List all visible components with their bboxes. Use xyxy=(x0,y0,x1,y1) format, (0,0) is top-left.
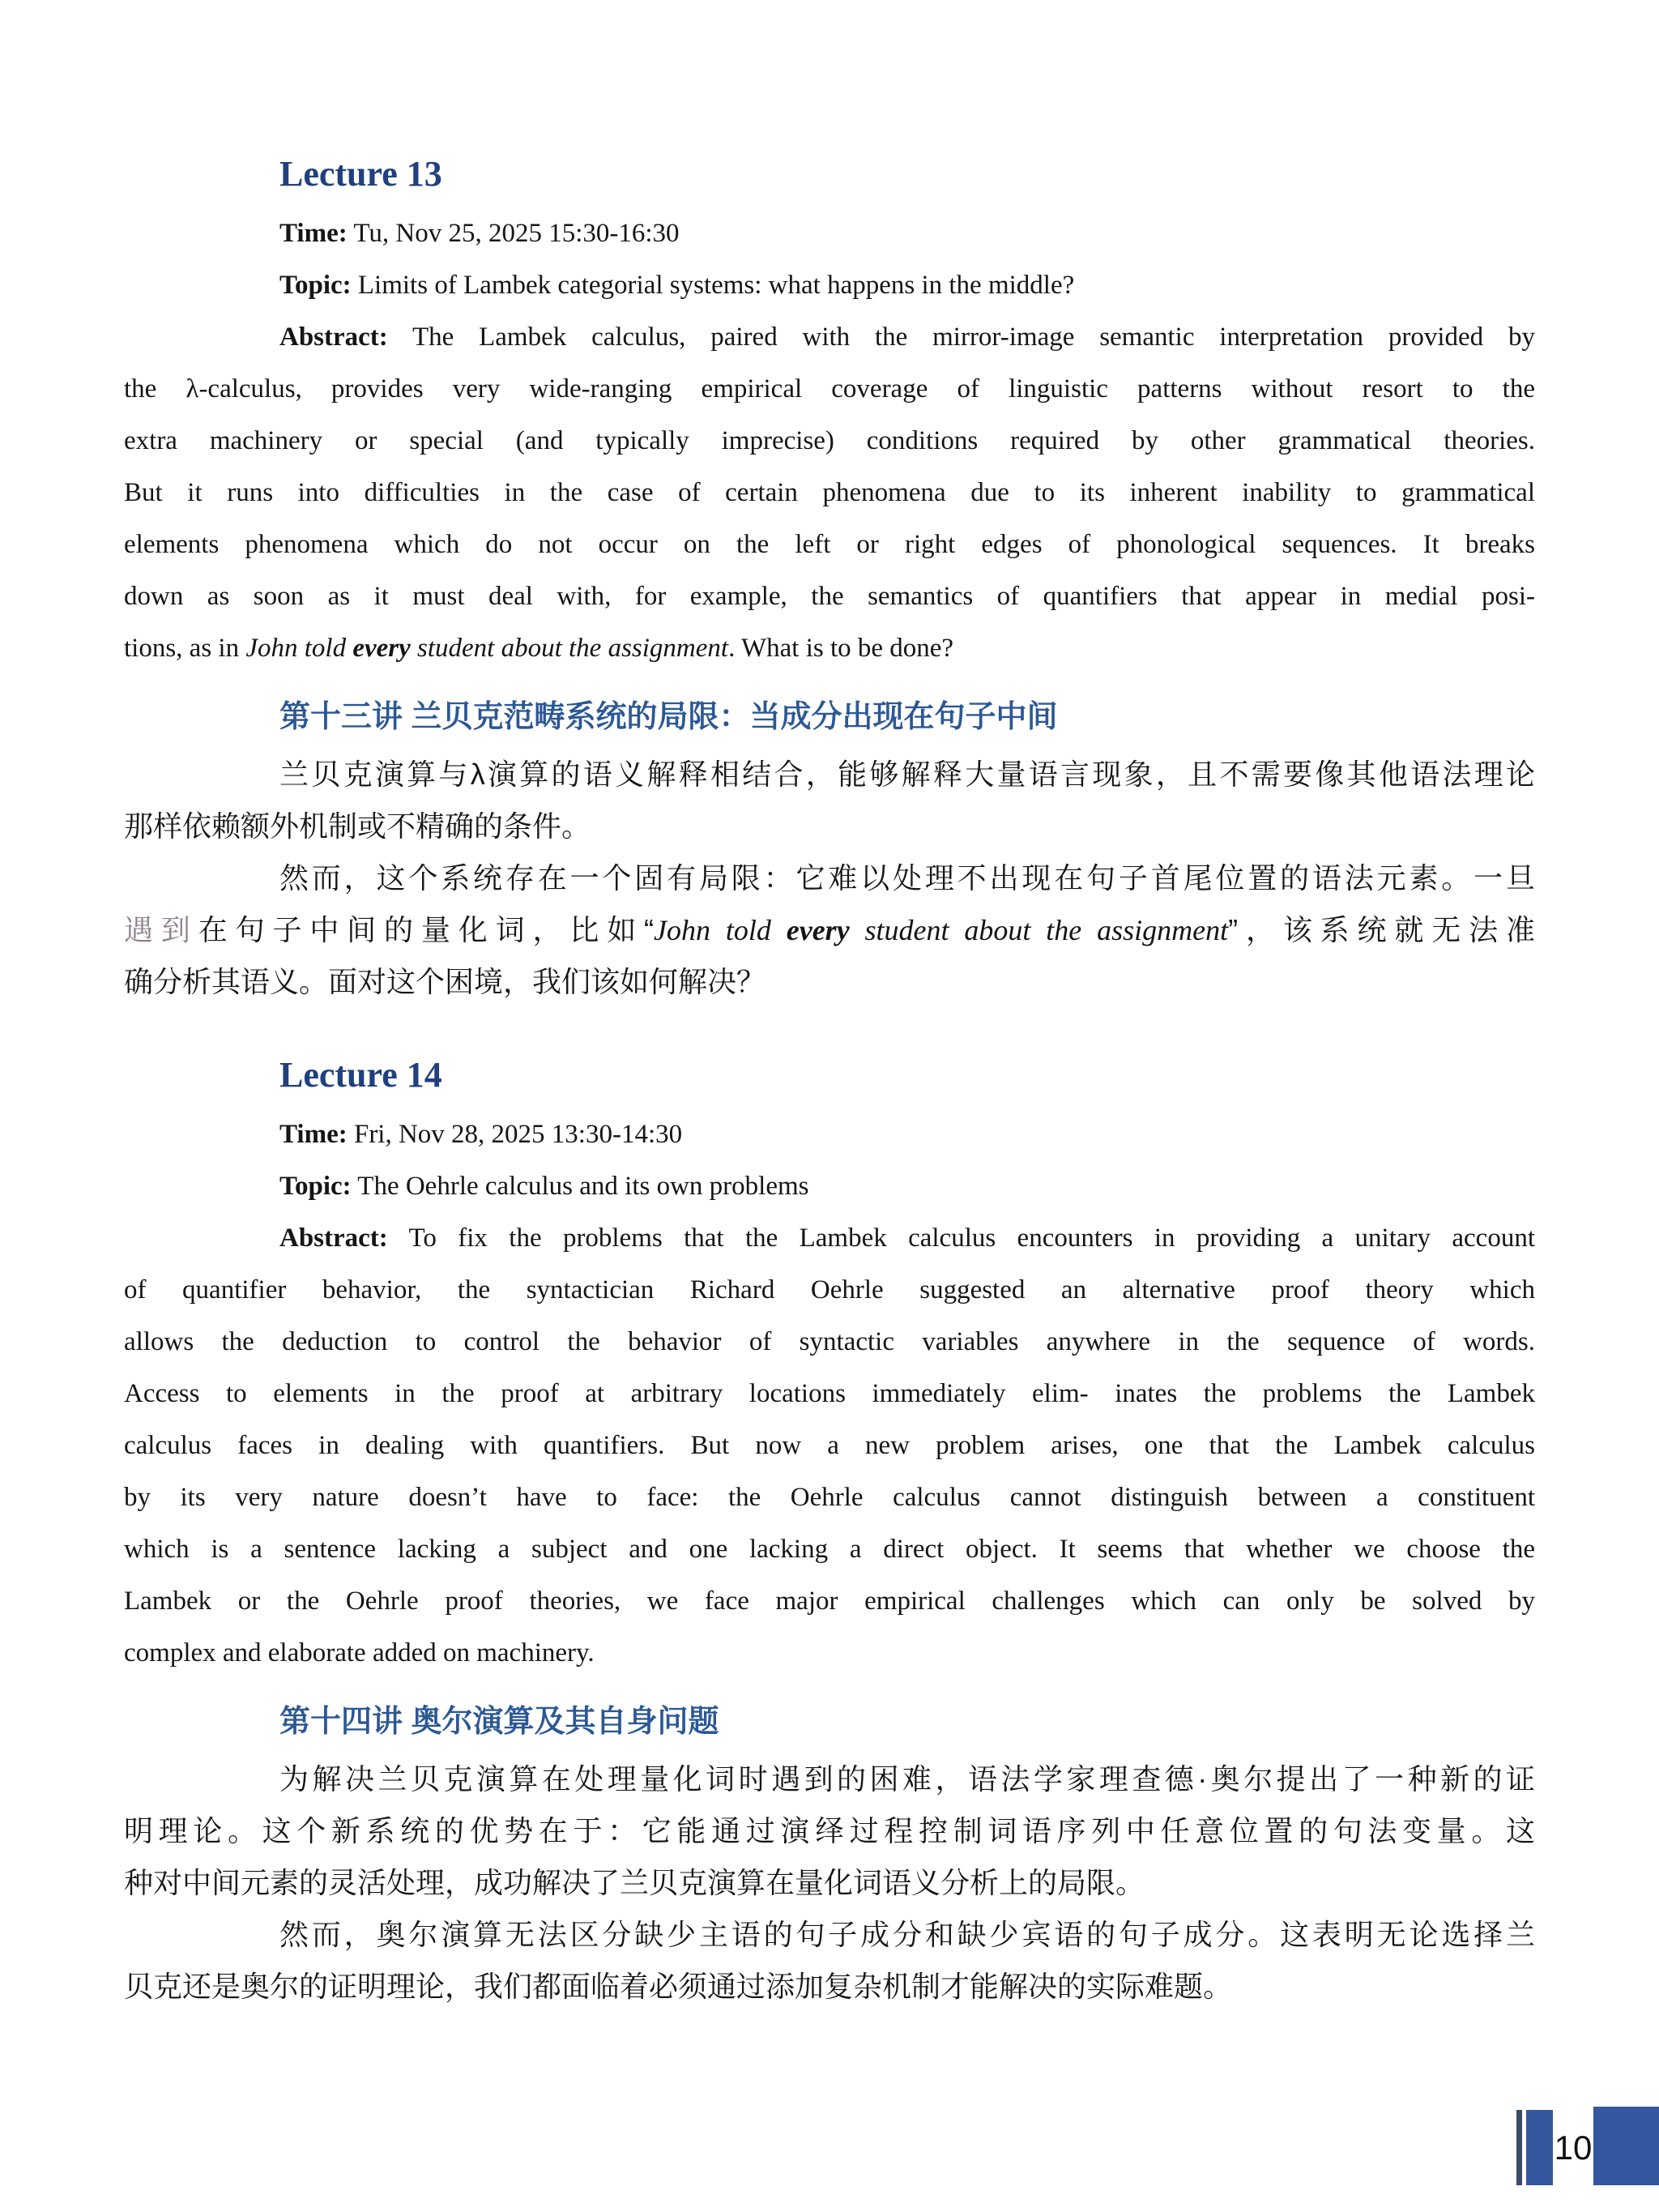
lecture13-time-row xyxy=(124,207,1535,259)
lecture14-abstract-last-line: complex and elaborate added on machinery. xyxy=(124,1638,595,1668)
lecture14-abstract-line: which is a sentence lacking a subject and one lacking a direct object. It seems that whether we choose the xyxy=(124,1535,1535,1564)
lecture14-cn-line: 种对中间元素的灵活处理，成功解决了兰贝克演算在量化词语义分析上的局限。 xyxy=(124,1866,1145,1899)
footer-block xyxy=(1593,2107,1659,2185)
topic-label: Topic: xyxy=(279,271,352,300)
lecture13-abstract-line: extra machinery or special (and typically imprecise) conditions required by other grammatical theories. xyxy=(124,426,1535,455)
abstract-label: Abstract: xyxy=(279,322,388,352)
time-value: Tu, Nov 25, 2025 15:30-16:30 xyxy=(347,219,680,248)
lecture14-abstract-line: allows the deduction to control the behavior of syntactic variables anywhere in the sequence of words. xyxy=(124,1327,1535,1356)
example-sentence-emphasis: every xyxy=(352,634,411,663)
example-sentence-italic: John told xyxy=(245,634,353,663)
topic-label: Topic: xyxy=(279,1172,352,1201)
time-label: Time: xyxy=(279,1120,348,1149)
lecture14-cn-line: 明理论。这个新系统的优势在于：它能通过演绎过程控制词语序列中任意位置的句法变量。这 xyxy=(124,1814,1535,1847)
lecture14-section xyxy=(124,1055,1535,2013)
lecture13-topic-row xyxy=(124,259,1535,311)
lecture13-abstract-line xyxy=(124,311,1535,363)
time-value: Fri, Nov 28, 2025 13:30-14:30 xyxy=(347,1120,683,1149)
lecture14-cn-line: 然而，奥尔演算无法区分缺少主语的句子成分和缺少宾语的句子成分。这表明无论选择兰 xyxy=(279,1918,1535,1951)
abstract-text: To fix the problems that the Lambek calculus encounters in providing a unitary account xyxy=(387,1223,1535,1253)
example-sentence-emphasis: every xyxy=(786,914,850,946)
abstract-text: . What is to be done? xyxy=(728,634,954,663)
lecture13-cn-line: 然而，这个系统存在一个固有局限：它难以处理不出现在句子首尾位置的语法元素。一旦 xyxy=(279,861,1535,895)
lecture14-cn-line: 贝克还是奥尔的证明理论，我们都面临着必须通过添加复杂机制才能解决的实际难题。 xyxy=(124,1970,1233,2003)
topic-value: Limits of Lambek categorial systems: what happens in the middle? xyxy=(351,271,1075,300)
lecture14-topic-row xyxy=(124,1160,1535,1212)
lecture13-abstract-last-line xyxy=(124,622,1535,674)
lecture13-cn-line xyxy=(124,904,1535,956)
lecture13-abstract-line: elements phenomena which do not occur on the left or right edges of phonological sequences. It breaks xyxy=(124,530,1535,559)
footer-thick-bar xyxy=(1526,2110,1553,2185)
time-label: Time: xyxy=(279,219,348,248)
topic-value: The Oehrle calculus and its own problems xyxy=(351,1172,809,1201)
lecture14-heading: Lecture 14 xyxy=(279,1055,442,1095)
lecture14-cn-line: 为解决兰贝克演算在处理量化词时遇到的困难，语法学家理查德·奥尔提出了一种新的证 xyxy=(279,1762,1535,1796)
lecture13-section xyxy=(124,154,1535,1008)
lecture14-time-row xyxy=(124,1108,1535,1160)
lecture13-abstract-line: the λ-calculus, provides very wide-ranging empirical coverage of linguistic patterns without resort to the xyxy=(124,374,1535,404)
lecture13-cn-line: 确分析其语义。面对这个困境，我们该如何解决？ xyxy=(124,965,766,998)
revision-text: 遇到 xyxy=(124,913,198,946)
lecture14-abstract-line: of quantifier behavior, the syntactician Richard Oehrle suggested an alternative proof theory which xyxy=(124,1275,1535,1305)
page-number: 10 xyxy=(1554,2129,1593,2167)
lecture13-cn-line: 那样依赖额外机制或不精确的条件。 xyxy=(124,809,591,843)
lecture13-cn-heading: 第十三讲 兰贝克范畴系统的局限：当成分出现在句子中间 xyxy=(279,700,1058,734)
abstract-text: tions, as in xyxy=(124,634,246,663)
example-sentence-italic: student about the assignment xyxy=(410,634,729,663)
lecture13-abstract-line: down as soon as it must deal with, for example, the semantics of quantifiers that appear in medial posi- xyxy=(124,582,1535,611)
cn-text: 在句子中间的量化词，比如“ xyxy=(198,913,655,946)
lecture14-abstract-line: Lambek or the Oehrle proof theories, we face major empirical challenges which can only be solved by xyxy=(124,1586,1535,1616)
lecture13-abstract-line: But it runs into difficulties in the case of certain phenomena due to its inherent inability to grammatical xyxy=(124,478,1535,507)
lecture14-abstract-line: calculus faces in dealing with quantifiers. But now a new problem arises, one that the Lambek calculus xyxy=(124,1431,1535,1460)
lecture14-abstract-line xyxy=(124,1212,1535,1264)
cn-text: ”，该系统就无法准 xyxy=(1228,913,1535,946)
footer-thin-bar xyxy=(1516,2110,1522,2185)
example-sentence-italic: John told xyxy=(654,914,787,946)
abstract-label: Abstract: xyxy=(279,1223,388,1253)
lecture14-cn-heading: 第十四讲 奥尔演算及其自身问题 xyxy=(279,1705,719,1739)
lecture14-abstract-line: Access to elements in the proof at arbitrary locations immediately elim- inates the problems the Lambek xyxy=(124,1379,1535,1408)
abstract-text: The Lambek calculus, paired with the mirror-image semantic interpretation provided by xyxy=(387,322,1535,352)
lecture13-heading: Lecture 13 xyxy=(279,154,442,194)
lecture13-cn-line: 兰贝克演算与λ演算的语义解释相结合，能够解释大量语言现象，且不需要像其他语法理论 xyxy=(279,758,1535,791)
example-sentence-italic: student about the assignment xyxy=(849,914,1229,946)
lecture14-abstract-line: by its very nature doesn’t have to face: the Oehrle calculus cannot distinguish between a constituent xyxy=(124,1483,1535,1512)
